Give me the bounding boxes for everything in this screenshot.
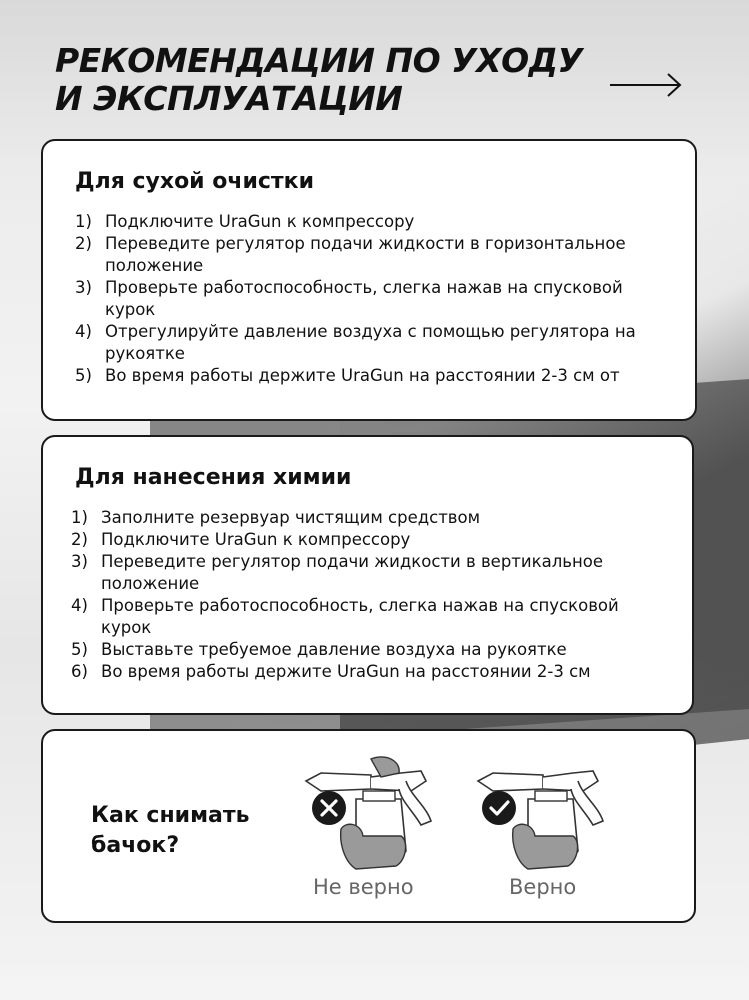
step-number: 2) — [71, 530, 88, 549]
step-number: 1) — [75, 212, 92, 231]
wrong-label: Не верно — [313, 875, 414, 899]
step-number: 6) — [71, 662, 88, 681]
step-text: Во время работы держите UraGun на расстоянии 2-3 см от — [105, 366, 620, 385]
step-number: 3) — [75, 278, 92, 297]
tank-removal-card — [41, 729, 696, 923]
list-item — [71, 595, 671, 639]
dry-cleaning-heading: Для сухой очистки — [75, 169, 315, 194]
wrong-method-illustration — [301, 751, 451, 881]
title-line-2: И ЭКСПЛУАТАЦИИ — [55, 79, 403, 118]
step-text: Отрегулируйте давление воздуха с помощью регулятора на рукоятке — [105, 322, 636, 363]
list-item — [71, 507, 671, 529]
step-number: 2) — [75, 234, 92, 253]
list-item — [75, 211, 675, 233]
tank-removal-question — [91, 801, 250, 861]
step-text: Переведите регулятор подачи жидкости в горизонтальное положение — [105, 234, 626, 275]
title-line-1: РЕКОМЕНДАЦИИ ПО УХОДУ — [55, 41, 583, 80]
step-text: Подключите UraGun к компрессору — [101, 530, 411, 549]
step-text: Проверьте работоспособность, слегка нажав на спусковой курок — [105, 278, 623, 319]
step-text: Заполните резервуар чистящим средством — [101, 508, 481, 527]
right-label: Верно — [509, 875, 577, 899]
dry-cleaning-steps — [75, 211, 675, 387]
step-number: 4) — [71, 596, 88, 615]
step-text: Подключите UraGun к компрессору — [105, 212, 415, 231]
cross-circle-icon — [312, 791, 346, 825]
step-number: 3) — [71, 552, 88, 571]
chemistry-steps — [71, 507, 671, 683]
list-item — [71, 529, 671, 551]
question-line-2: бачок? — [91, 833, 180, 858]
step-number: 1) — [71, 508, 88, 527]
step-text: Во время работы держите UraGun на расстоянии 2-3 см — [101, 662, 591, 681]
list-item — [75, 277, 675, 321]
list-item — [75, 233, 675, 277]
dry-cleaning-card — [41, 139, 697, 421]
arrow-right-icon[interactable] — [608, 70, 684, 100]
list-item — [71, 551, 671, 595]
step-text: Проверьте работоспособность, слегка нажав на спусковой курок — [101, 596, 619, 637]
chemistry-card — [41, 435, 694, 715]
right-method-illustration — [473, 751, 623, 881]
list-item — [71, 661, 671, 683]
step-number: 4) — [75, 322, 92, 341]
step-number: 5) — [71, 640, 88, 659]
list-item — [75, 321, 675, 365]
step-text: Переведите регулятор подачи жидкости в вертикальное положение — [101, 552, 604, 593]
step-number: 5) — [75, 366, 92, 385]
step-text: Выставьте требуемое давление воздуха на рукоятке — [101, 640, 567, 659]
chemistry-heading: Для нанесения химии — [75, 465, 352, 490]
check-circle-icon — [482, 791, 516, 825]
page-title — [55, 42, 582, 118]
list-item — [71, 639, 671, 661]
list-item — [75, 365, 675, 387]
question-line-1: Как снимать — [91, 803, 250, 828]
